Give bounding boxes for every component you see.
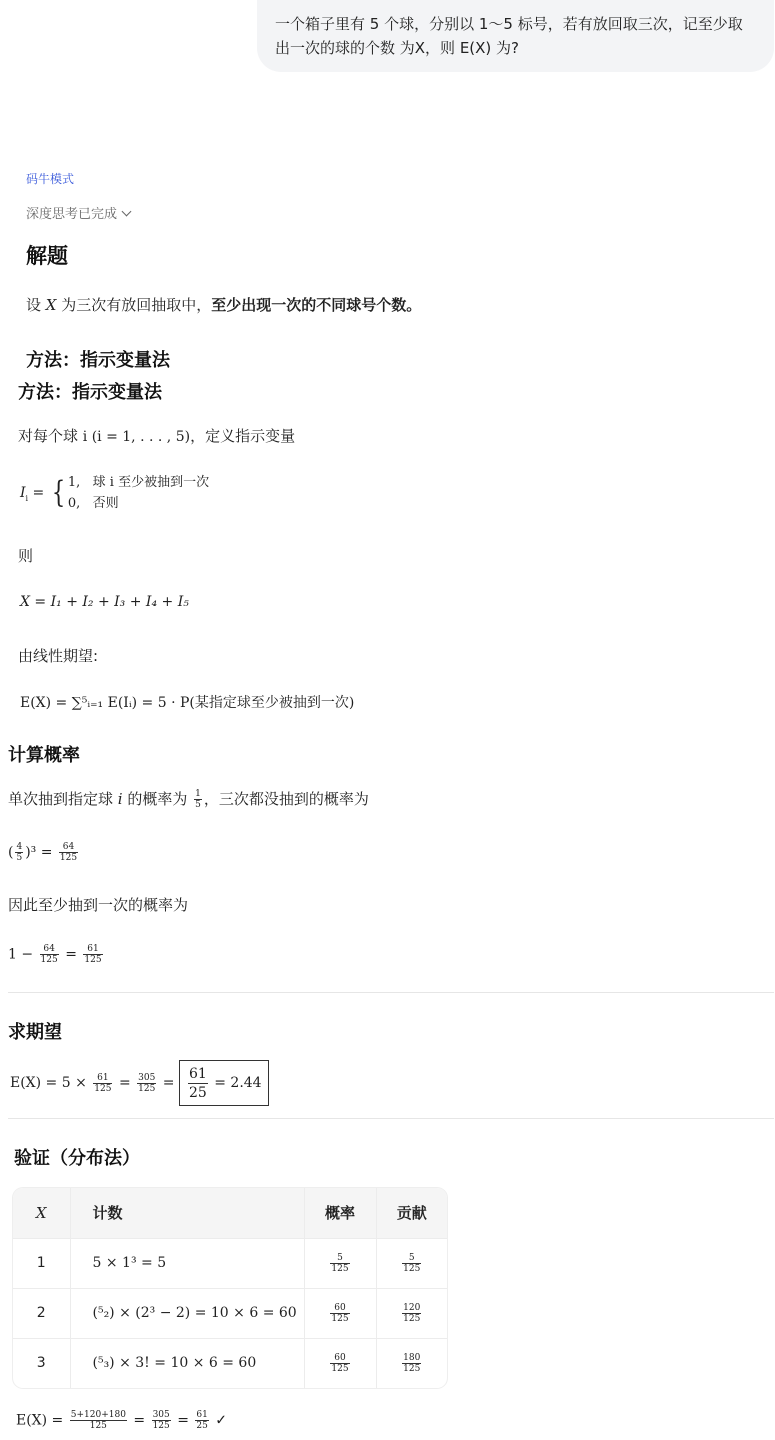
indicator-definition: $I_i$ = { 1, 球 i 至少被抽到一次 0, 否则 [20,472,209,514]
fraction: $\frac{1}{5}$ [195,789,201,810]
sum-formula: X = I₁ + I₂ + I₃ + I₄ + I₅ [20,594,189,610]
define-math: i (i = 1, . . . , 5) [82,429,191,445]
cell-contrib [376,1338,447,1388]
intro-bold: 至少出现一次的不同球号个数。 [211,296,422,314]
intro-paragraph: 设 X 为三次有放回抽取中，至少出现一次的不同球号个数。 [26,296,422,314]
distribution-table [13,1188,447,1388]
cell-x: 2 [13,1288,70,1338]
cell-prob [304,1338,376,1388]
cell-contrib [376,1238,447,1288]
cell-x: 1 [13,1238,70,1288]
method-title-b: 方法：指示变量法 [18,382,162,403]
checkmark-icon: ✓ [215,1412,228,1429]
cell-prob [304,1238,376,1288]
divider [8,992,774,993]
header-contrib: 贡献 [376,1188,447,1238]
define-paragraph: 对每个球 i (i = 1, . . . , 5)，定义指示变量 [18,427,296,445]
fraction: $\frac{64}{125}$ [59,842,78,863]
fraction: $\frac{5+120+180}{125}$ [70,1410,126,1431]
thinking-toggle[interactable] [26,203,130,222]
expectation-result-formula: E(X) = 5 × $\frac{61}{125}$ = $\frac{305}{125}$ = $\frac{61}{25}$ = 2.44 [10,1060,269,1106]
cell-prob [304,1288,376,1338]
fraction: $\frac{61}{25}$ [196,1410,208,1431]
fraction: $\frac{60}{125}$ [331,1302,349,1324]
header-count: 计数 [70,1188,304,1238]
atleast-formula: 1 − $\frac{64}{125}$ = $\frac{61}{125}$ [8,944,102,965]
table-row [13,1288,447,1338]
brace-icon: { [51,475,65,510]
intro-var: X [45,296,57,314]
chevron-down-icon [122,207,132,217]
fraction: $\frac{305}{125}$ [152,1410,170,1431]
prob-title: 计算概率 [8,745,80,766]
fraction: $\frac{120}{125}$ [403,1302,421,1324]
cell-count: (⁵₃) × 3! = 10 × 6 = 60 [70,1338,304,1388]
fraction: $\frac{60}{125}$ [331,1352,349,1374]
cell-x: 3 [13,1338,70,1388]
single-prob-paragraph: 单次抽到指定球 i 的概率为 $\frac{1}{5}$ ，三次都没抽到的概率为 [8,789,369,810]
cell-contrib [376,1288,447,1338]
method-title-a: 方法：指示变量法 [26,350,170,371]
fraction: $\frac{5}{125}$ [403,1252,421,1274]
thinking-label: 深度思考已完成 [26,207,118,222]
table-row [13,1338,447,1388]
linearity-label: 由线性期望: [18,647,99,665]
cases-block: 1, 球 i 至少被抽到一次 0, 否则 [67,475,210,511]
expect-title: 求期望 [8,1022,62,1043]
cell-count: 5 × 1³ = 5 [70,1238,304,1288]
atleast-label: 因此至少抽到一次的概率为 [8,896,189,914]
fraction: $\frac{64}{125}$ [40,944,58,965]
expectation-formula: E(X) = ∑⁵ᵢ₌₁ E(Iᵢ) = 5 · P(某指定球至少被抽到一次) [20,695,355,711]
header-x: X [13,1188,70,1238]
fraction: $\frac{305}{125}$ [138,1072,156,1094]
question-line-2: 出一次的球的个数 为X，则 E(X) 为? [275,39,520,57]
fraction: $\frac{61}{125}$ [94,1072,112,1094]
fraction: $\frac{61}{25}$ [188,1065,207,1101]
divider [8,1118,774,1119]
table-header-row [13,1188,447,1238]
fraction: $\frac{61}{125}$ [84,944,102,965]
fraction: $\frac{180}{125}$ [403,1352,421,1374]
then-label: 则 [18,547,34,565]
verify-title: 验证（分布法） [14,1148,140,1169]
header-prob: 概率 [304,1188,376,1238]
table-row [13,1238,447,1288]
miss-prob-formula: ( $\frac{4}{5}$ )³ = $\frac{64}{125}$ [8,842,78,863]
mode-label[interactable]: 码牛模式 [26,172,75,186]
boxed-answer: $\frac{61}{25}$ = 2.44 [179,1060,269,1106]
fraction: $\frac{4}{5}$ [16,842,23,863]
fraction: $\frac{5}{125}$ [331,1252,349,1274]
user-question-bubble [257,0,774,72]
solve-title: 解题 [26,244,68,268]
cell-count: (⁵₂) × (2³ − 2) = 10 × 6 = 60 [70,1288,304,1338]
final-verification-formula: E(X) = $\frac{5+120+180}{125}$ = $\frac{305}{125}$ = $\frac{61}{25}$ ✓ [16,1410,228,1431]
question-line-1: 一个箱子里有 5 个球，分别以 1～5 标号，若有放回取三次，记至少取 [275,15,743,33]
